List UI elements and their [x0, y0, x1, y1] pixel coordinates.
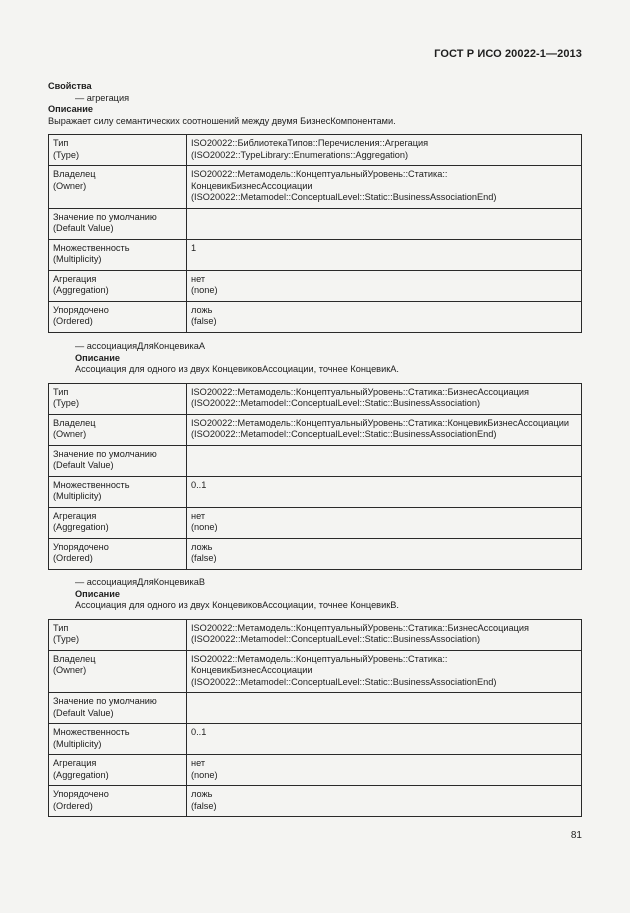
property-value-line: 0..1 [191, 727, 207, 737]
property-value-line: (none) [191, 522, 218, 532]
property-value-cell [187, 693, 582, 724]
table-row [49, 301, 582, 332]
table-row [49, 383, 582, 414]
property-name-cell [49, 414, 187, 445]
table-row [49, 538, 582, 569]
property-name-line: Владелец [53, 417, 96, 428]
property-name-cell [49, 445, 187, 476]
property-name-line: (Owner) [53, 665, 87, 675]
property-name-cell [49, 755, 187, 786]
property-name-line: Тип [53, 138, 69, 148]
property-value-cell [187, 166, 582, 209]
section-heading: Описание [75, 588, 120, 599]
table-row [49, 619, 582, 650]
property-value-line: (false) [191, 553, 217, 563]
property-name-cell [49, 239, 187, 270]
property-value-cell [187, 445, 582, 476]
property-name-cell [49, 619, 187, 650]
property-name-line: Владелец [53, 653, 96, 664]
properties-table [48, 383, 582, 570]
property-name-cell [49, 724, 187, 755]
property-name-line: Упорядочено [53, 789, 109, 799]
property-name-cell [49, 507, 187, 538]
property-value-line: нет [191, 273, 206, 284]
property-value-line: (none) [191, 285, 218, 295]
section-association-end-a [48, 341, 582, 570]
property-name-line: (Multiplicity) [53, 738, 102, 749]
property-value-line: (ISO20022::Metamodel::ConceptualLevel::Static::BusinessAssociationEnd) [191, 192, 497, 202]
property-name-cell [49, 538, 187, 569]
property-value-cell [187, 383, 582, 414]
properties-table [48, 619, 582, 818]
property-name-line: (Default Value) [53, 707, 114, 718]
property-name-line: (Aggregation) [53, 769, 109, 780]
property-name-cell [49, 476, 187, 507]
property-name-cell [49, 650, 187, 693]
property-value-cell [187, 755, 582, 786]
property-value-line: (ISO20022::Metamodel::ConceptualLevel::Static::BusinessAssociationEnd) [191, 429, 497, 439]
section-text: Ассоциация для одного из двух КонцевиковАссоциации, точнее КонцевикВ. [75, 600, 399, 610]
property-value-line: (false) [191, 800, 217, 811]
property-name-line: Агрегация [53, 273, 97, 284]
property-value-line: КонцевикБизнесАссоциации [191, 180, 313, 191]
property-name-cell [49, 786, 187, 817]
table-row [49, 755, 582, 786]
property-value-cell [187, 239, 582, 270]
property-name-line: (Owner) [53, 180, 87, 191]
property-name-cell [49, 166, 187, 209]
property-name-line: Упорядочено [53, 304, 109, 315]
table-row [49, 507, 582, 538]
table-row [49, 208, 582, 239]
property-value-cell [187, 507, 582, 538]
property-value-line: (ISO20022::Metamodel::ConceptualLevel::Static::BusinessAssociation) [191, 634, 481, 644]
section-heading: Описание [75, 352, 120, 363]
property-value-line: ISO20022::Метамодель::КонцептуальныйУровень::Статика::БизнесАссоциация [191, 386, 530, 397]
property-name-cell [49, 208, 187, 239]
table-row [49, 693, 582, 724]
property-name-line: Множественность [53, 727, 130, 737]
property-value-line: (ISO20022::Metamodel::ConceptualLevel::Static::BusinessAssociationEnd) [191, 676, 497, 687]
property-name-line: (Multiplicity) [53, 491, 102, 501]
property-name-line: Тип [53, 386, 69, 397]
page-number: 81 [570, 830, 582, 841]
property-name-line: Упорядочено [53, 541, 109, 552]
table-row [49, 166, 582, 209]
property-value-cell [187, 476, 582, 507]
property-value-line: (ISO20022::Metamodel::ConceptualLevel::Static::BusinessAssociation) [191, 398, 481, 408]
property-name-line: Множественность [53, 479, 130, 490]
property-name-line: (Type) [53, 149, 80, 160]
property-value-line: ISO20022::Метамодель::КонцептуальныйУровень::Статика::БизнесАссоциация [191, 622, 530, 633]
property-name-cell [49, 693, 187, 724]
property-name-cell [49, 135, 187, 166]
property-name-line: Агрегация [53, 758, 97, 768]
property-value-cell [187, 414, 582, 445]
document-id-header: ГОСТ Р ИСО 20022-1—2013 [434, 48, 582, 60]
table-row [49, 724, 582, 755]
property-name-line: Тип [53, 622, 69, 633]
property-value-cell [187, 270, 582, 301]
table-row [49, 135, 582, 166]
property-name-cell [49, 270, 187, 301]
table-row [49, 476, 582, 507]
property-name-line: (Default Value) [53, 460, 114, 470]
property-value-line: ISO20022::Метамодель::КонцептуальныйУровень::Статика:: [191, 653, 448, 664]
table-row [49, 786, 582, 817]
property-value-cell [187, 208, 582, 239]
property-name-cell [49, 301, 187, 332]
property-value-line: КонцевикБизнесАссоциации [191, 665, 313, 675]
table-row [49, 414, 582, 445]
section-text: Выражает силу семантических соотношений между двумя БизнесКомпонентами. [48, 115, 396, 126]
property-name-line: (Aggregation) [53, 285, 109, 295]
property-value-line: нет [191, 758, 206, 768]
properties-table [48, 134, 582, 333]
table-row [49, 239, 582, 270]
property-value-line: ложь [191, 541, 213, 552]
property-value-cell [187, 538, 582, 569]
property-name-line: (Default Value) [53, 223, 114, 233]
property-name-line: Значение по умолчанию [53, 696, 157, 706]
table-row [49, 445, 582, 476]
property-value-cell [187, 619, 582, 650]
property-value-line: нет [191, 510, 206, 521]
property-value-line: ISO20022::Метамодель::КонцептуальныйУровень::Статика:: [191, 169, 448, 179]
property-name-line: (Owner) [53, 429, 87, 439]
section-text: Ассоциация для одного из двух КонцевиковАссоциации, точнее КонцевикА. [75, 364, 399, 374]
property-name-line: (Multiplicity) [53, 254, 102, 264]
property-value-cell [187, 301, 582, 332]
property-value-cell [187, 650, 582, 693]
section-text: — ассоциацияДляКонцевикаВ [75, 577, 205, 587]
property-name-line: Владелец [53, 169, 96, 179]
property-value-line: 0..1 [191, 479, 207, 490]
property-name-line: Агрегация [53, 510, 97, 521]
property-name-line: (Aggregation) [53, 522, 109, 532]
property-name-line: Множественность [53, 242, 130, 253]
property-value-cell [187, 786, 582, 817]
property-value-cell [187, 724, 582, 755]
property-value-line: ISO20022::БиблиотекаТипов::Перечисления::Агрегация [191, 138, 429, 148]
property-value-cell [187, 135, 582, 166]
property-name-line: Значение по умолчанию [53, 211, 157, 222]
section-heading: Свойства [48, 81, 92, 91]
property-value-line: ISO20022::Метамодель::КонцептуальныйУровень::Статика::КонцевикБизнесАссоциации [191, 417, 570, 428]
property-name-line: (Type) [53, 634, 80, 644]
section-text: — агрегация [75, 92, 130, 103]
property-value-line: (false) [191, 316, 217, 326]
table-row [49, 650, 582, 693]
property-name-line: Значение по умолчанию [53, 448, 157, 459]
property-name-line: (Ordered) [53, 553, 93, 563]
property-value-line: ложь [191, 789, 213, 799]
table-row [49, 270, 582, 301]
section-heading: Описание [48, 104, 93, 114]
property-name-line: (Ordered) [53, 800, 93, 811]
section-association-end-b [48, 577, 582, 817]
property-name-cell [49, 383, 187, 414]
section-aggregation [48, 81, 582, 333]
property-value-line: 1 [191, 242, 197, 253]
section-text: — ассоциацияДляКонцевикаА [75, 341, 205, 351]
property-name-line: (Ordered) [53, 316, 93, 326]
property-value-line: (ISO20022::TypeLibrary::Enumerations::Aggregation) [191, 149, 409, 160]
property-value-line: (none) [191, 769, 218, 780]
property-name-line: (Type) [53, 398, 80, 408]
property-value-line: ложь [191, 304, 213, 315]
